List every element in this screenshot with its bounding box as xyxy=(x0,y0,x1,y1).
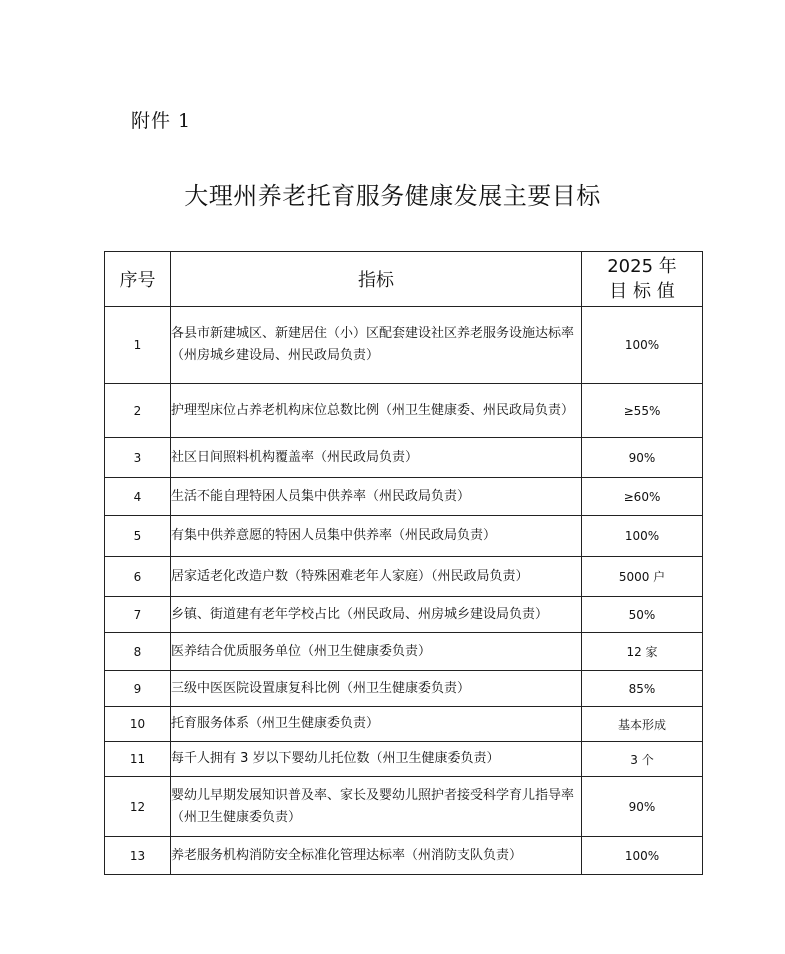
row-indicator: 各县市新建城区、新建居住（小）区配套建设社区养老服务设施达标率（州房城乡建设局、州民政局负责） xyxy=(171,307,582,384)
table-row xyxy=(105,384,703,438)
header-target-year: 2025 年 xyxy=(607,256,677,277)
row-seq: 10 xyxy=(105,707,171,742)
row-indicator: 居家适老化改造户数（特殊困难老年人家庭）（州民政局负责） xyxy=(171,557,582,597)
row-seq: 1 xyxy=(105,307,171,384)
table-row xyxy=(105,516,703,557)
row-indicator: 生活不能自理特困人员集中供养率（州民政局负责） xyxy=(171,478,582,516)
row-seq: 5 xyxy=(105,516,171,557)
attachment-label: 附件 1 xyxy=(131,110,192,132)
row-target: 基本形成 xyxy=(582,707,703,742)
row-indicator: 有集中供养意愿的特困人员集中供养率（州民政局负责） xyxy=(171,516,582,557)
row-indicator: 三级中医医院设置康复科比例（州卫生健康委负责） xyxy=(171,671,582,707)
row-indicator: 婴幼儿早期发展知识普及率、家长及婴幼儿照护者接受科学育儿指导率（州卫生健康委负责） xyxy=(171,777,582,837)
row-indicator: 社区日间照料机构覆盖率（州民政局负责） xyxy=(171,438,582,478)
row-seq: 12 xyxy=(105,777,171,837)
row-indicator: 乡镇、街道建有老年学校占比（州民政局、州房城乡建设局负责） xyxy=(171,597,582,633)
row-target: 5000 户 xyxy=(582,557,703,597)
row-seq: 4 xyxy=(105,478,171,516)
table-row xyxy=(105,671,703,707)
row-target: 85% xyxy=(582,671,703,707)
row-indicator: 医养结合优质服务单位（州卫生健康委负责） xyxy=(171,633,582,671)
row-target: 100% xyxy=(582,516,703,557)
targets-table xyxy=(104,251,703,875)
row-target: ≥55% xyxy=(582,384,703,438)
row-seq: 9 xyxy=(105,671,171,707)
row-seq: 13 xyxy=(105,837,171,875)
row-target: 100% xyxy=(582,837,703,875)
row-seq: 8 xyxy=(105,633,171,671)
row-indicator: 护理型床位占养老机构床位总数比例（州卫生健康委、州民政局负责） xyxy=(171,384,582,438)
table-row xyxy=(105,557,703,597)
header-target xyxy=(582,252,703,307)
row-indicator: 托育服务体系（州卫生健康委负责） xyxy=(171,707,582,742)
row-target: 12 家 xyxy=(582,633,703,671)
table-row xyxy=(105,837,703,875)
table-header-row xyxy=(105,252,703,307)
table-row xyxy=(105,742,703,777)
row-target: 90% xyxy=(582,777,703,837)
row-seq: 6 xyxy=(105,557,171,597)
row-seq: 11 xyxy=(105,742,171,777)
row-target: 90% xyxy=(582,438,703,478)
row-indicator: 每千人拥有 3 岁以下婴幼儿托位数（州卫生健康委负责） xyxy=(171,742,582,777)
row-target: 50% xyxy=(582,597,703,633)
row-seq: 7 xyxy=(105,597,171,633)
table-row xyxy=(105,438,703,478)
table-row xyxy=(105,777,703,837)
row-seq: 2 xyxy=(105,384,171,438)
table-row xyxy=(105,478,703,516)
row-target: ≥60% xyxy=(582,478,703,516)
row-target: 3 个 xyxy=(582,742,703,777)
table-row xyxy=(105,307,703,384)
table-row xyxy=(105,597,703,633)
table-row xyxy=(105,633,703,671)
header-seq: 序号 xyxy=(105,252,171,307)
row-target: 100% xyxy=(582,307,703,384)
document-title: 大理州养老托育服务健康发展主要目标 xyxy=(184,182,601,210)
row-indicator: 养老服务机构消防安全标准化管理达标率（州消防支队负责） xyxy=(171,837,582,875)
table-row xyxy=(105,707,703,742)
header-indicator: 指标 xyxy=(171,252,582,307)
header-target-value: 目 标 值 xyxy=(609,281,675,302)
row-seq: 3 xyxy=(105,438,171,478)
